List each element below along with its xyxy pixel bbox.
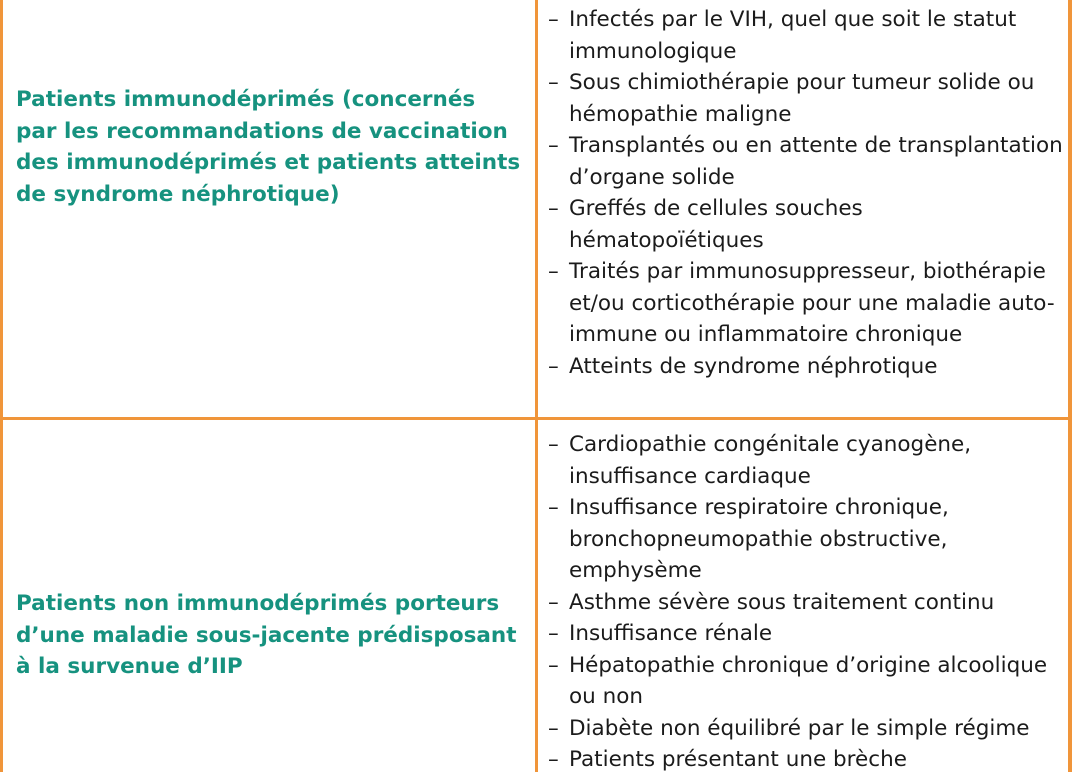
list-item: [548, 256, 1063, 351]
dash-bullet: –: [548, 70, 559, 95]
row-2-category: Patients non immunodéprimés porteurs d’une maladie sous-jacente prédisposant à la survenue d’IIP: [16, 591, 517, 679]
list-item: [548, 4, 1063, 67]
list-item-text: Transplantés ou en attente de transplantation d’organe solide: [569, 133, 1063, 190]
dash-bullet: –: [548, 133, 559, 158]
list-item-text: Atteints de syndrome néphrotique: [569, 353, 938, 379]
list-item: [548, 351, 1063, 383]
dash-bullet: –: [548, 259, 559, 284]
list-item-text: Hépatopathie chronique d’origine alcoolique ou non: [569, 652, 1048, 709]
list-item: [548, 130, 1063, 193]
list-item-text: Insuffisance respiratoire chronique, bronchopneumopathie obstructive, emphysème: [569, 495, 949, 583]
table-border-right: [1068, 0, 1072, 772]
list-item: [548, 67, 1063, 130]
list-item-text: Cardiopathie congénitale cyanogène, insuffisance cardiaque: [569, 432, 972, 489]
list-item: [548, 650, 1063, 713]
dash-bullet: –: [548, 495, 559, 520]
table-border-middle: [535, 0, 538, 772]
list-item: [548, 587, 1063, 619]
list-item-text: Sous chimiothérapie pour tumeur solide ou hémopathie maligne: [569, 70, 1035, 127]
list-item: [548, 744, 1063, 776]
list-item-text: Insuffisance rénale: [569, 621, 773, 646]
dash-bullet: –: [548, 196, 559, 221]
row-2-list: [548, 429, 1063, 776]
dash-bullet: –: [548, 353, 559, 379]
dash-bullet: –: [548, 652, 559, 678]
dash-bullet: –: [548, 621, 559, 646]
list-item: [548, 713, 1063, 745]
list-item-text: Asthme sévère sous traitement continu: [569, 589, 995, 615]
row-1-category: Patients immunodéprimés (concernés par les recommandations de vaccination des immunodéprimés et patients atteints de syndrome néphrotique): [16, 87, 521, 207]
list-item: [548, 492, 1063, 587]
list-item-text: Infectés par le VIH, quel que soit le statut immunologique: [569, 7, 1017, 64]
row-1-list: [548, 4, 1063, 382]
list-item-text: Greffés de cellules souches hématopoïétiques: [569, 196, 863, 253]
dash-bullet: –: [548, 715, 559, 741]
list-item-text: Traités par immunosuppresseur, biothérapie et/ou corticothérapie pour une maladie auto-immune ou inflammatoire chronique: [569, 259, 1055, 347]
list-item-text: Patients présentant une brèche: [569, 747, 907, 772]
list-item: [548, 193, 1063, 256]
dash-bullet: –: [548, 747, 559, 772]
list-item-text: Diabète non équilibré par le simple régime: [569, 715, 1030, 741]
table-border-left: [0, 0, 3, 772]
dash-bullet: –: [548, 7, 559, 32]
list-item: [548, 429, 1063, 492]
dash-bullet: –: [548, 432, 559, 457]
list-item: [548, 618, 1063, 650]
dash-bullet: –: [548, 589, 559, 615]
row-divider: [0, 417, 1072, 420]
